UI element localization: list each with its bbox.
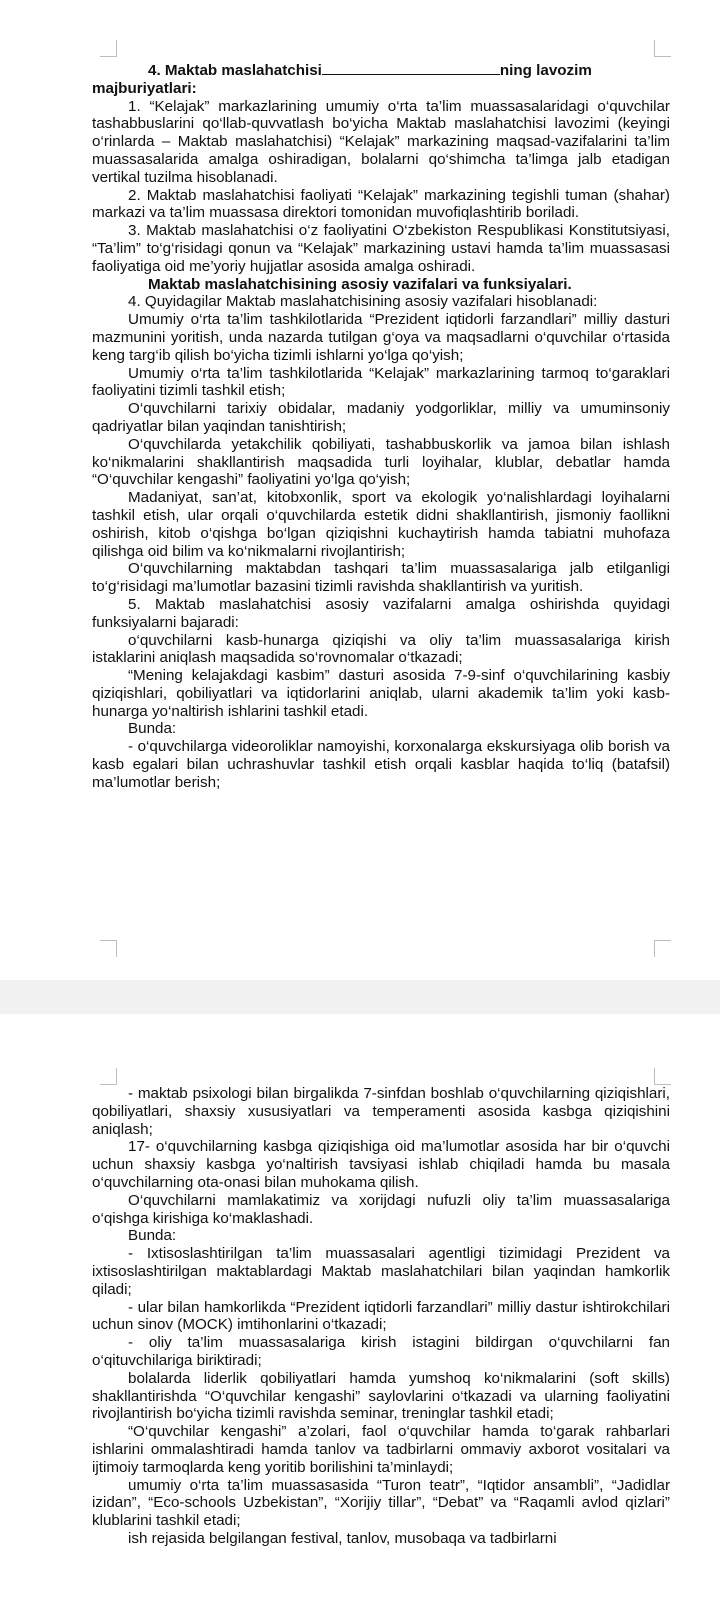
crop-mark-bottom-left (100, 940, 117, 957)
paragraph: bolalarda liderlik qobiliyatlari hamda yumshoq ko‘nikmalarini (soft skills) shakllantirishda “O‘quvchilar kengashi” saylovlarini o‘tkazadi va ularning faoliyatini rivojlantirish bo‘yicha tizimli ravishda seminar, treninglar tashkil etadi; (92, 1369, 670, 1423)
crop-mark-top-right (654, 1068, 671, 1085)
paragraph: Bunda: (128, 720, 177, 738)
paragraph: Bunda: (128, 1227, 177, 1245)
paragraph: - oliy ta’lim muassasalariga kirish istagini bildirgan o‘quvchilarni fan o‘qituvchilariga biriktiradi; (92, 1334, 670, 1369)
paragraph: - maktab psixologi bilan birgalikda 7-sinfdan boshlab o‘quvchilarning qiziqishlari, qobiliyatlari, shaxsiy xususiyatlari va temperamenti asosida kasbga qiziqishini aniqlash; (92, 1085, 670, 1138)
crop-mark-top-left (100, 40, 117, 57)
crop-mark-top-right (654, 40, 671, 57)
paragraph: Umumiy o‘rta ta’lim tashkilotlarida “Prezident iqtidorli farzandlari” milliy dasturi mazmunini yoritish, unda nazarda tutilgan g‘oya va maqsadlarni o‘quvchilar o‘rtasida keng targ‘ib qilish bo‘yicha tizimli ishlarni yo‘lga qo‘yish; (92, 311, 670, 364)
section-title: Maktab maslahatchisining asosiy vazifalari va funksiyalari. (148, 275, 572, 293)
heading (92, 62, 670, 98)
paragraph: 1. “Kelajak” markazlarining umumiy o‘rta ta’lim muassasalaridagi o‘quvchilar tashabbuslarini qo‘llab-quvvatlash bo‘yicha Maktab maslahatchisi lavozimi (keyingi o‘rinlarda – Maktab maslahatchisi) “Kelajak” markazining maqsad-vazifalarini ta’lim muassasalarida amalga oshiradigan, bolalarni qo‘shimcha ta’limga jalb etadigan vertikal tuzilma hisoblanadi. (92, 97, 670, 186)
paragraph: O‘quvchilarni tarixiy obidalar, madaniy yodgorliklar, milliy va umuminsoniy qadriyatlar bilan yaqindan tanishtirish; (92, 400, 670, 435)
paragraph: “Mening kelajakdagi kasbim” dasturi asosida 7-9-sinf o‘quvchilarining kasbiy qiziqishlari, qobiliyatlari va iqtidorlarini aniqlab, ularni akademik ta’lim yoki kasb-hunarga yo‘naltirish ishlarini tashkil etadi. (92, 667, 670, 720)
heading-prefix: 4. Maktab maslahatchisi (148, 62, 322, 79)
paragraph: Umumiy o‘rta ta’lim tashkilotlarida “Kelajak” markazlarining tarmoq to‘garaklari faoliyatini tizimli tashkil etish; (92, 364, 670, 400)
paragraph: o‘quvchilarni kasb-hunarga qiziqishi va oliy ta’lim muassasalariga kirish istaklarini aniqlash maqsadida so‘rovnomalar o‘tkazadi; (92, 631, 670, 667)
paragraph: - Ixtisoslashtirilgan ta’lim muassasalari agentligi tizimidagi Prezident va ixtisoslashtirilgan maktablardagi Maktab maslahatchilari bilan yaqindan hamkorlik qiladi; (92, 1245, 670, 1298)
paragraph: umumiy o‘rta ta’lim muassasasida “Turon teatr”, “Iqtidor ansambli”, “Jadidlar izidan”, “Eco-schools Uzbekistan”, “Xorijiy tillar”, “Debat” va “Raqamli avlod qizlari” klublarini tashkil etadi; (92, 1476, 670, 1530)
crop-mark-top-left (100, 1068, 117, 1085)
paragraph: - o‘quvchilarga videoroliklar namoyishi, korxonalarga ekskursiyaga olib borish va kasb egalari bilan uchrashuvlar tashkil etish orqali kasblar haqida to‘liq (batafsil) ma’lumotlar berish; (92, 738, 670, 791)
paragraph: - ular bilan hamkorlikda “Prezident iqtidorli farzandlari” milliy dastur ishtirokchilari uchun sinov (MOCK) imtihonlarini o‘tkazadi; (92, 1298, 670, 1334)
document-page-2 (0, 1014, 720, 1612)
page-1-text (92, 62, 670, 792)
heading-blank-line (322, 62, 500, 75)
paragraph: O‘quvchilarda yetakchilik qobiliyati, tashabbuskorlik va jamoa bilan ishlash ko‘nikmalarini shakllantirish maqsadida turli loyihalar, klublar, debatlar hamda “O‘quvchilar kengashi” faoliyatini yo‘lga qo‘yish; (92, 435, 670, 489)
page-2-text (92, 1085, 670, 1548)
paragraph: O‘quvchilarning maktabdan tashqari ta’lim muassasalariga jalb etilganligi to‘g‘risidagi ma’lumotlar bazasini tizimli ravishda shakllantirish va yuritish. (92, 560, 670, 596)
paragraph: 2. Maktab maslahatchisi faoliyati “Kelajak” markazining tegishli tuman (shahar) markazi va ta’lim muassasa direktori tomonidan muvofiqlashtirib boriladi. (92, 186, 670, 222)
paragraph: ish rejasida belgilangan festival, tanlov, musobaqa va tadbirlarni (128, 1529, 557, 1547)
paragraph: 4. Quyidagilar Maktab maslahatchisining asosiy vazifalari hisoblanadi: (128, 293, 598, 311)
paragraph: “O‘quvchilar kengashi” a’zolari, faol o‘quvchilar hamda to‘garak rahbarlari ishlarini ommalashtiradi hamda tanlov va tadbirlarni ommaviy axborot vositalari va ijtimoiy tarmoqlarda keng yoritib borilishini ta’minlaydi; (92, 1423, 670, 1476)
paragraph: Madaniyat, san’at, kitobxonlik, sport va ekologik yo‘nalishlardagi loyihalarni tashkil etish, ular orqali o‘quvchilarda estetik didni shakllantirish, jismoniy faollikni oshirish, kitob o‘qishga bo‘lgan qiziqishni kuchaytirish hamda tabiatni muhofaza qilishga oid bilim va ko‘nikmalarni rivojlantirish; (92, 489, 670, 560)
paragraph: 17- o‘quvchilarning kasbga qiziqishiga oid ma’lumotlar asosida har bir o‘quvchi uchun shaxsiy kasbga yo‘naltirish tavsiyasi ishlab chiqiladi hamda bu masala o‘quvchilarning ota-onasi bilan muhokama qilish. (92, 1138, 670, 1191)
heading-suffix: ning lavozim majburiyatlari: (92, 62, 592, 97)
crop-mark-bottom-right (654, 940, 671, 957)
paragraph: 5. Maktab maslahatchisi asosiy vazifalarni amalga oshirishda quyidagi funksiyalarni bajaradi: (92, 595, 670, 631)
page-separator (0, 980, 720, 1014)
paragraph: O‘quvchilarni mamlakatimiz va xorijdagi nufuzli oliy ta’lim muassasalariga o‘qishga kirishiga ko‘maklashadi. (92, 1191, 670, 1227)
paragraph: 3. Maktab maslahatchisi o‘z faoliyatini O‘zbekiston Respublikasi Konstitutsiyasi, “Ta’lim” to‘g‘risidagi qonun va “Kelajak” markazining ustavi hamda ta’lim muassasasi faoliyatiga oid me’yoriy hujjatlar asosida amalga oshiradi. (92, 222, 670, 275)
